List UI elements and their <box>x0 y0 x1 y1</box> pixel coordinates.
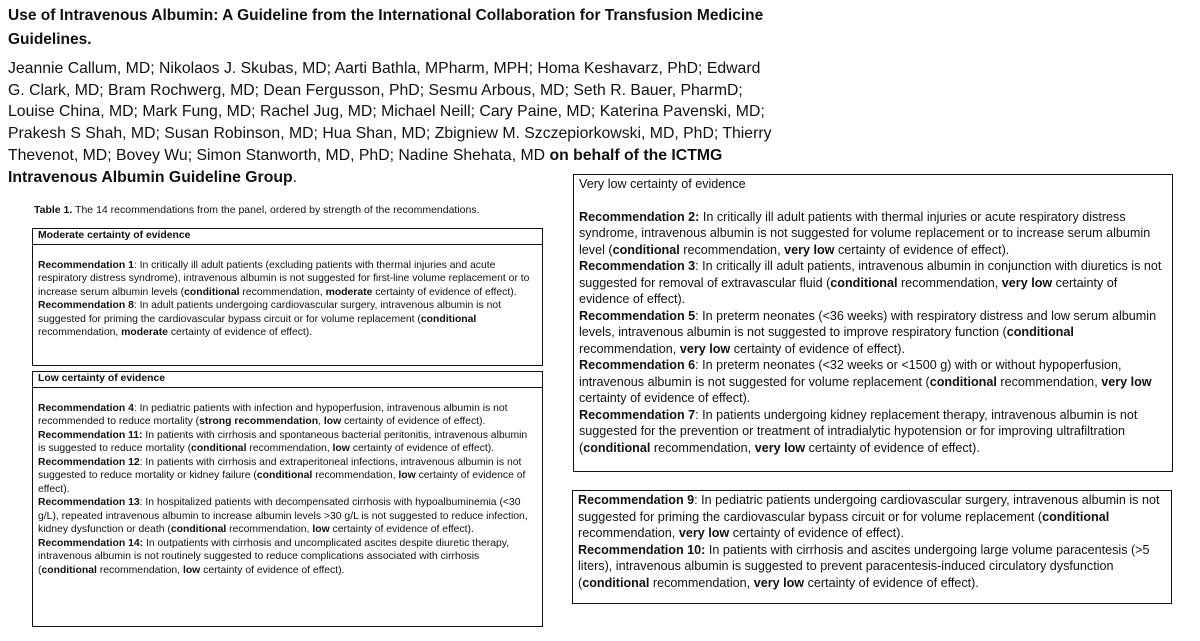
rec-strength: conditional <box>184 286 240 298</box>
paper-title: Use of Intravenous Albumin: A Guideline from the International Collaboration for Transfusion Medicine Guidelines. <box>8 7 764 48</box>
rec-text: : In hospitalized patients with decompensated cirrhosis with hypoalbuminemia (<30 g/L), repeated intravenous albumin to increase albumin levels >30 g/L is not suggested to reduce infection, kidney dysfunction or death ( <box>38 497 528 535</box>
rec-text: certainty of evidence of effect). <box>579 275 1118 306</box>
rec-text: recommendation, <box>679 242 785 257</box>
rec-strength: conditional <box>1042 509 1110 524</box>
rec-text: : In pediatric patients with infection and hypoperfusion, intravenous albumin is not recommended to reduce mortality ( <box>38 402 508 427</box>
rec-certainty: low <box>398 470 416 481</box>
moderate-certainty-box <box>32 228 543 366</box>
recommendation-11 <box>38 429 537 456</box>
rec-certainty: very low <box>753 575 805 590</box>
rec-text: certainty of evidence of effect). <box>329 524 474 535</box>
group-name: on behalf of the ICTMG Intravenous Albumin Guideline Group <box>8 146 723 186</box>
rec-strength: conditional <box>1006 325 1074 339</box>
recommendation-7 <box>579 407 1167 457</box>
recommendation-13 <box>38 496 537 537</box>
table-caption-label: Table 1. <box>34 204 73 216</box>
table-caption <box>34 204 480 216</box>
rec-text: : In patients undergoing kidney replacement therapy, intravenous albumin is not suggested for the prevention or treatment of intradialytic hypotension or for improving ultrafiltration ( <box>579 407 1138 455</box>
rec-text: : In preterm neonates (<32 weeks or <1500 g) with or without hypoperfusion, intravenous albumin is not suggested for volume replacement ( <box>579 358 1122 389</box>
rec-certainty: low <box>323 416 342 427</box>
rec-text: , <box>318 416 324 427</box>
rec-strength: conditional <box>420 313 477 325</box>
rec-certainty: very low <box>754 440 806 455</box>
rec-strength: conditional <box>191 443 247 454</box>
rec-text: : In pediatric patients undergoing cardiovascular surgery, intravenous albumin is not suggested for priming the cardiovascular bypass circuit or for volume replacement ( <box>578 493 1160 524</box>
rec-text: In outpatients with cirrhosis and uncomplicated ascites despite diuretic therapy, intravenous albumin is not routinely suggested to reduce complications associated with cirrhosis ( <box>38 537 510 576</box>
recommendation-6 <box>579 357 1167 407</box>
very-low-certainty-box-2 <box>572 490 1172 604</box>
rec-label: Recommendation 10: <box>578 542 706 557</box>
rec-strength: conditional <box>929 374 997 389</box>
author-end: . <box>292 168 298 186</box>
rec-text: recommendation, <box>897 275 1002 290</box>
author-names: Jeannie Callum, MD; Nikolaos J. Skubas, MD; Aarti Bathla, MPharm, MPH; Homa Keshavarz, PhD; Edward G. Clark, MD; Bram Rochwerg, MD; Dean Fergusson, PhD; Sesmu Arbous, MD; Seth R. Bauer, PharmD; Louise China, MD; Mark Fung, MD; Rachel Jug, MD; Michael Neill; Cary Paine, MD; Katerina Pavenski, MD; Prakesh S Shah, MD; Susan Robinson, MD; Hua Shan, MD; Zbigniew M. Szczepiorkowski, MD, PhD; Thierry Thevenot, MD; Bovey Wu; Simon Stanworth, MD, PhD; Nadine Shehata, MD <box>8 60 772 164</box>
rec-text: certainty of evidence of effect). <box>38 470 526 495</box>
rec-certainty: very low <box>679 341 731 356</box>
low-certainty-box <box>32 371 543 627</box>
rec-text: recommendation, <box>578 526 679 540</box>
rec-certainty: very low <box>784 242 835 257</box>
recommendation-3 <box>579 258 1167 308</box>
rec-certainty: low <box>182 564 201 576</box>
rec-text: certainty of evidence of effect). <box>834 242 1010 257</box>
rec-strength: conditional <box>583 440 651 455</box>
rec-label: Recommendation 1 <box>38 259 134 271</box>
rec-text: certainty of evidence of effect). <box>804 575 979 590</box>
rec-text: In patients with cirrhosis and ascites undergoing large volume paracentesis (>5 liters), intravenous albumin is suggested to prevent paracentesis-induced circulatory dysfunction ( <box>578 542 1150 590</box>
rec-label: Recommendation 2: <box>579 209 700 224</box>
rec-label: Recommendation 4 <box>38 402 134 414</box>
rec-text: certainty of evidence of effect). <box>200 564 345 576</box>
rec-text: recommendation, <box>649 575 754 590</box>
rec-label: Recommendation 13 <box>38 497 140 508</box>
author-list <box>8 58 778 188</box>
rec-text: recommendation, <box>246 443 333 454</box>
rec-strength: conditional <box>256 470 313 481</box>
rec-label: Recommendation 11: <box>38 429 143 441</box>
recommendation-4 <box>38 402 537 429</box>
recommendation-14 <box>38 537 537 578</box>
rec-text: : In critically ill adult patients (excluding patients with thermal injuries and acute respiratory distress syndrome), intravenous albumin is not suggested for first-line volume replacement or to increase serum albumin levels ( <box>38 259 530 298</box>
rec-text: certainty of evidence of effect). <box>349 443 495 454</box>
rec-label: Recommendation 12 <box>38 456 140 468</box>
rec-label: Recommendation 5 <box>579 308 696 323</box>
recommendation-9 <box>578 492 1166 542</box>
recommendation-10 <box>578 542 1166 592</box>
rec-strength: strong recommendation <box>199 416 319 427</box>
rec-certainty: moderate <box>325 286 373 298</box>
rec-text: In critically ill adult patients with thermal injuries or acute respiratory distress syndrome, intravenous albumin is not suggested for volume replacement or to increase serum albumin level ( <box>579 209 1151 257</box>
rec-text: certainty of evidence of effect). <box>579 391 751 405</box>
rec-text: recommendation, <box>96 564 183 576</box>
rec-certainty: very low <box>1101 374 1152 389</box>
recommendation-1 <box>38 259 537 300</box>
rec-text: : In adult patients undergoing cardiovascular surgery, intravenous albumin is not suggested for priming the cardiovascular bypass circuit or for volume replacement ( <box>38 300 502 325</box>
rec-text: recommendation, <box>239 286 326 298</box>
recommendation-12 <box>38 456 537 497</box>
rec-label: Recommendation 3 <box>579 259 696 273</box>
rec-text: : In preterm neonates (<36 weeks) with respiratory distress and low serum albumin levels, intravenous albumin is not suggested to improve respiratory function ( <box>579 308 1157 339</box>
rec-text: certainty of evidence of effect). <box>167 327 313 338</box>
rec-text: certainty of evidence of effect). <box>730 341 905 356</box>
rec-text: certainty of evidence of effect). <box>805 440 980 455</box>
rec-label: Recommendation 7 <box>579 407 696 422</box>
moderate-heading: Moderate certainty of evidence <box>33 229 542 245</box>
very-low-heading: Very low certainty of evidence <box>579 177 746 191</box>
rec-strength: conditional <box>830 275 898 290</box>
rec-strength: conditional <box>582 575 650 590</box>
rec-label: Recommendation 8 <box>38 300 134 311</box>
very-low-certainty-box <box>573 174 1173 472</box>
rec-certainty: low <box>312 524 330 535</box>
rec-label: Recommendation 9 <box>578 493 695 507</box>
rec-certainty: very low <box>678 526 730 540</box>
low-heading: Low certainty of evidence <box>33 372 542 388</box>
rec-certainty: low <box>332 443 350 454</box>
recommendation-2 <box>579 209 1167 259</box>
rec-text: recommendation, <box>650 440 755 455</box>
rec-text: certainty of evidence of effect). <box>372 286 517 298</box>
rec-label: Recommendation 14: <box>38 537 144 549</box>
table-caption-text: The 14 recommendations from the panel, ordered by strength of the recommendations. <box>72 204 480 216</box>
rec-text: recommendation, <box>312 470 399 481</box>
rec-text: : In patients with cirrhosis and extraperitoneal infections, intravenous albumin is not suggested to reduce mortality or kidney failure ( <box>38 456 522 481</box>
rec-text: : In critically ill adult patients, intravenous albumin in conjunction with diuretics is not suggested for removal of extravascular fluid ( <box>579 259 1162 290</box>
recommendation-5 <box>579 308 1167 358</box>
rec-certainty: moderate <box>121 327 168 338</box>
recommendation-8 <box>38 299 537 340</box>
rec-text: In patients with cirrhosis and spontaneous bacterial peritonitis, intravenous albumin is suggested to reduce mortality ( <box>38 429 528 454</box>
rec-strength: conditional <box>41 564 97 576</box>
rec-certainty: very low <box>1001 275 1053 290</box>
rec-strength: conditional <box>612 242 680 257</box>
rec-text: certainty of evidence of effect). <box>341 416 486 427</box>
rec-text: certainty of evidence of effect). <box>729 526 904 540</box>
rec-text: recommendation, <box>996 374 1102 389</box>
rec-text: recommendation, <box>579 341 680 356</box>
rec-strength: conditional <box>170 524 227 535</box>
rec-text: recommendation, <box>38 327 122 338</box>
rec-label: Recommendation 6 <box>579 358 696 372</box>
rec-text: recommendation, <box>226 524 313 535</box>
